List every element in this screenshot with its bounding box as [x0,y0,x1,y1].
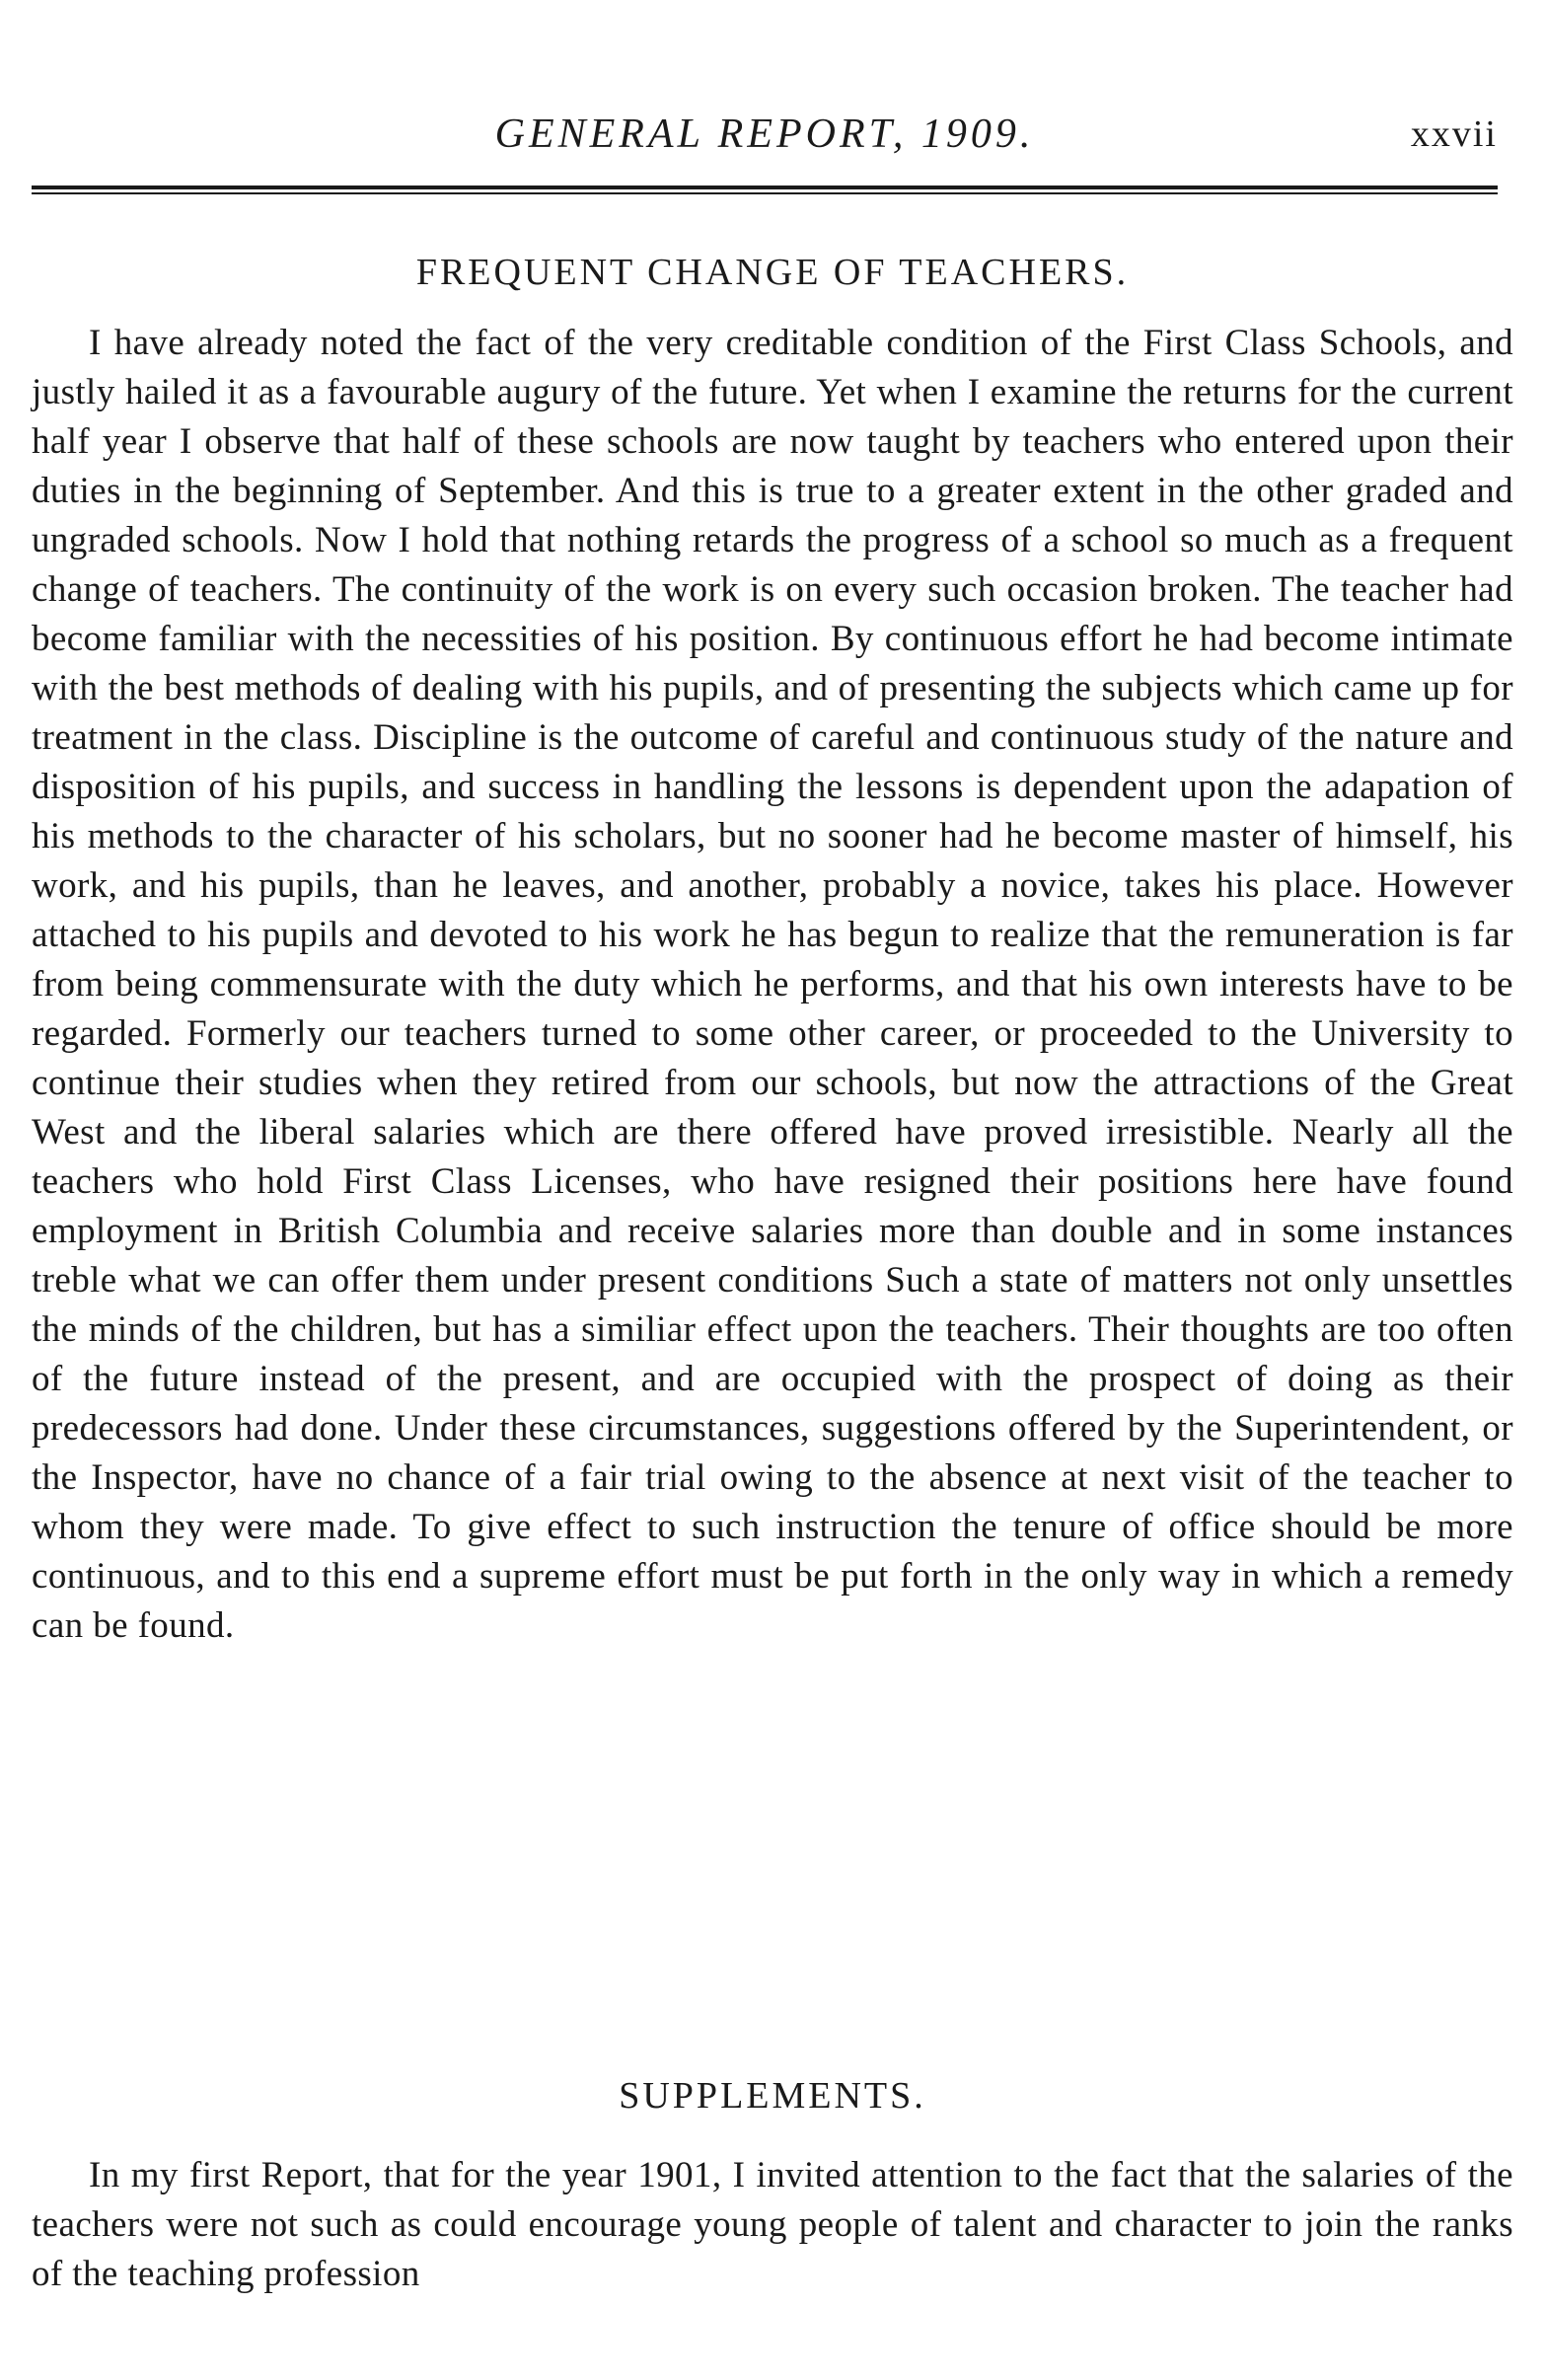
section-heading-supplements: SUPPLEMENTS. [619,2075,926,2117]
header-rule [32,186,1498,195]
running-title: GENERAL REPORT, 1909. [494,112,1035,157]
running-head [32,111,1498,170]
paragraph-frequent-change: I have already noted the fact of the very creditable condition of the First Class Schools, and justly hailed it as a favourable augury of the future. Yet when I examine the returns for the current half year I observe that half of these schools are now taught by teachers who entered upon their duties in the beginning of September. And this is true to a greater extent in the other graded and ungraded schools. Now I hold that nothing retards the progress of a school so much as a frequent change of teachers. The continuity of the work is on every such occasion broken. The teacher had become familiar with the necessities of his position. By continuous effort he had become intimate with the best methods of dealing with his pupils, and of presenting the subjects which came up for treatment in the class. Discipline is the outcome of careful and continuous study of the nature and disposition of his pupils, and success in handling the lessons is dependent upon the adapation of his methods to the character of his scholars, but no sooner had he become master of himself, his work, and his pupils, than he leaves, and another, probably a novice, takes his place. However attached to his pupils and devoted to his work he has begun to realize that the remuneration is far from being commensurate with the duty which he performs, and that his own interests have to be regarded. Formerly our teachers turned to some other career, or proceeded to the University to continue their studies when they retired from our schools, but now the attractions of the Great West and the liberal salaries which are there offered have proved irresistible. Nearly all the teachers who hold First Class Licenses, who have resigned their positions here have found employment in British Columbia and receive salaries more than double and in some instances treble what we can offer them under present conditions Such a state of matters not only unsettles the minds of the children, but has a similiar effect upon the teachers. Their thoughts are too often of the future instead of the present, and are occupied with the prospect of doing as their predecessors had done. Under these circumstances, suggestions offered by the Superintendent, or the Inspector, have no chance of a fair trial owing to the absence at next visit of the teacher to whom they were made. To give effect to such instruction the tenure of office should be more continuous, and to this end a supreme effort must be put forth in the only way in which a remedy can be found. [32,323,1513,1646]
header-rule-thick [32,186,1498,189]
page-number: xxvii [1410,113,1498,155]
header-rule-thin [32,192,1498,194]
section-heading-frequent-change: FREQUENT CHANGE OF TEACHERS. [415,252,1130,293]
paragraph-supplements: In my first Report, that for the year 1901, I invited attention to the fact that the salaries of the teachers were not such as could encourage young people of talent and character to join the ranks of the teaching profession [32,2155,1513,2294]
